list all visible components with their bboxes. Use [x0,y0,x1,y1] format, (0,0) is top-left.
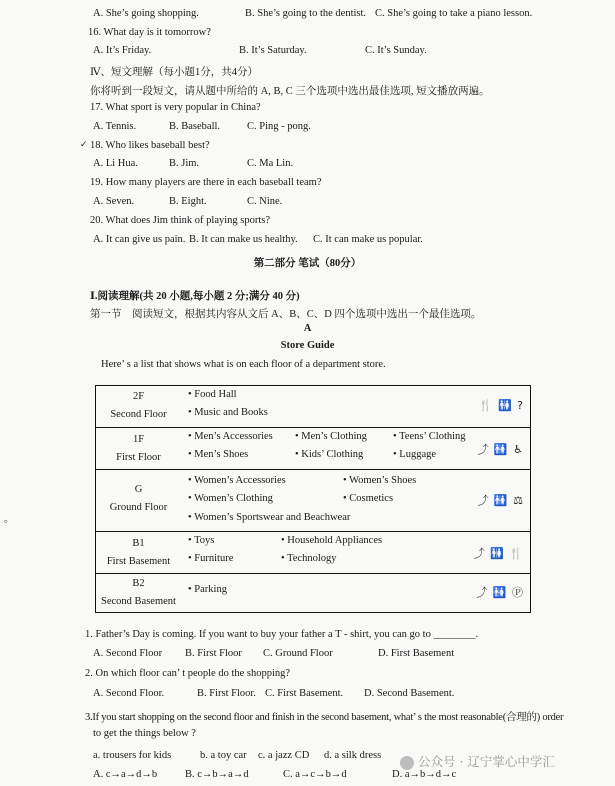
q3-option-a: A. c→a→d→b [93,769,158,780]
q15-option-a: A. She’s going shopping. [93,8,199,19]
floor-label [96,535,181,571]
q2-option-a: A. Second Floor. [93,688,165,699]
floor-name: First Basement [106,556,171,567]
q2-option-b: B. First Floor. [197,688,256,699]
q18-check-mark: ✓ [80,140,88,150]
passage-letter: A [303,323,312,334]
floor-icons: ⤴ 🚻 🍴 [473,547,524,560]
q16-option-c: C. It’s Sunday. [365,45,427,56]
q1-option-a: A. Second Floor [93,648,163,659]
floor-icons: ⤴ 🚻 ⚖ [477,494,524,507]
floor-name: Second Floor [110,409,167,420]
q18-option-c: C. Ma Lin. [247,158,294,169]
q16-question: 16. What day is it tomorrow? [88,27,211,38]
q16-option-a: A. It’s Friday. [93,45,152,56]
store-item: • Cosmetics [343,493,394,504]
store-item: • Women’s Sportswear and Beachwear [188,512,351,523]
q15-options [93,8,532,19]
floor-label [96,481,181,517]
margin-dot: 。 [4,514,14,525]
store-item: • Furniture [188,553,234,564]
store-item: • Technology [281,553,337,564]
q19-options [93,196,282,207]
part2-title: 第二部分 笔试（80分） [253,258,362,269]
store-item: • Women’s Shoes [343,475,417,486]
q16-option-b: B. It’s Saturday. [239,45,307,56]
reading-q2-options [93,688,454,699]
reading-q3-options [93,769,456,780]
q19-question: 19. How many players are there in each baseball team? [90,177,322,188]
store-item: • Parking [188,584,227,595]
q19-option-b: B. Eight. [169,196,207,207]
q19-option-a: A. Seven. [93,196,135,207]
q17-option-a: A. Tennis. [93,121,137,132]
store-item: • Luggage [393,449,437,460]
q17-options [93,121,311,132]
q17-question: 17. What sport is very popular in China? [90,102,261,113]
floor-row-b1 [96,532,530,574]
reading-q3-items [93,750,381,761]
store-item: • Kids’ Clothing [295,449,364,460]
passage-title: Store Guide [280,340,335,351]
floor-icons: ⤴ 🚻 Ⓟ [476,586,524,599]
floor-name: Second Basement [101,596,176,607]
q2-option-c: C. First Basement. [265,688,344,699]
store-item: • Food Hall [188,389,237,400]
floor-icons: 🍴 🚻 ? [478,399,524,412]
floor-row-1f [96,428,530,470]
store-item: • Men’s Shoes [188,449,249,460]
floor-code: B1 [132,538,145,549]
store-item: • Teens’ Clothing [393,431,466,442]
q3-option-d: D. a→b→d→c [392,769,457,780]
floor-icons: ⤴ 🚻 ♿ [477,443,524,456]
q18-option-a: A. Li Hua. [93,158,138,169]
reading-q3-line2: to get the things below ? [93,728,196,739]
q15-option-c: C. She’s going to take a piano lesson. [375,8,533,19]
store-item: • Toys [188,535,215,546]
reading-q2: 2. On which floor can’ t people do the shopping? [85,668,291,679]
floor-label [96,575,181,611]
q17-option-c: C. Ping - pong. [247,121,311,132]
watermark-text: 公众号 · 辽宁掌心中学汇 [418,754,555,769]
wechat-icon [400,756,414,770]
store-item: • Music and Books [188,407,268,418]
q20-option-b: B. It can make us healthy. [189,234,298,245]
floor-code: B2 [132,578,145,589]
store-guide-table [95,385,531,613]
reading-q3-line1: 3.If you start shopping on the second floor and finish in the second basement, what’ s the most reasonable(合理的) order [85,712,564,723]
store-item: • Men’s Clothing [295,431,367,442]
q1-option-c: C. Ground Floor [263,648,333,659]
q3-option-b: B. c→b→a→d [185,769,249,780]
store-item: • Household Appliances [281,535,383,546]
passage-intro: Here’ s a list that shows what is on each floor of a department store. [101,359,386,370]
watermark [400,752,555,770]
floor-row-b2 [96,574,530,612]
floor-code: 1F [132,434,145,445]
q20-options [93,234,423,245]
store-item: • Women’s Accessories [188,475,286,486]
q20-option-a: A. It can give us pain. [93,234,186,245]
reading-q1: 1. Father’s Day is coming. If you want to buy your father a T - shirt, you can go to ________. [85,629,479,640]
floor-row-2f [96,386,530,428]
floor-label [96,431,181,467]
q15-option-b: B. She’s going to the dentist. [245,8,367,19]
q20-question: 20. What does Jim think of playing sports? [90,215,271,226]
q3-item-a: a. trousers for kids [93,750,172,761]
floor-code: 2F [132,391,145,402]
floor-row-g [96,470,530,532]
section4-instructions: 你将听到一段短文，请从题中所给的 A, B, C 三个选项中选出最佳选项, 短文播放两遍。 [90,86,490,97]
store-item: • Women’s Clothing [188,493,273,504]
q3-item-c: c. a jazz CD [258,750,310,761]
q18-question: 18. Who likes baseball best? [90,140,210,151]
q18-options [93,158,293,169]
q3-item-b: b. a toy car [200,750,247,761]
q17-option-b: B. Baseball. [169,121,221,132]
q3-item-d: d. a silk dress [324,750,382,761]
q2-option-d: D. Second Basement. [364,688,455,699]
reading-q1-options [93,648,454,659]
reading-section-title: Ⅰ.阅读理解(共 20 小题,每小题 2 分;满分 40 分) [90,291,300,302]
q1-option-d: D. First Basement [378,648,455,659]
section4-title: Ⅳ、短文理解（每小题1分，共4分） [90,67,258,78]
store-item: • Men’s Accessories [188,431,273,442]
q1-option-b: B. First Floor [185,648,242,659]
q16-options [93,45,427,56]
q20-option-c: C. It can make us popular. [313,234,423,245]
floor-name: First Floor [116,452,161,463]
q18-option-b: B. Jim. [169,158,200,169]
floor-label [96,388,181,424]
floor-code: G [134,484,143,495]
reading-section-instructions: 第一节 阅读短文，根据其内容从文后 A、B、C、D 四个选项中选出一个最佳选项。 [90,309,482,320]
q19-option-c: C. Nine. [247,196,283,207]
q3-option-c: C. a→c→b→d [283,769,347,780]
floor-name: Ground Floor [109,502,168,513]
